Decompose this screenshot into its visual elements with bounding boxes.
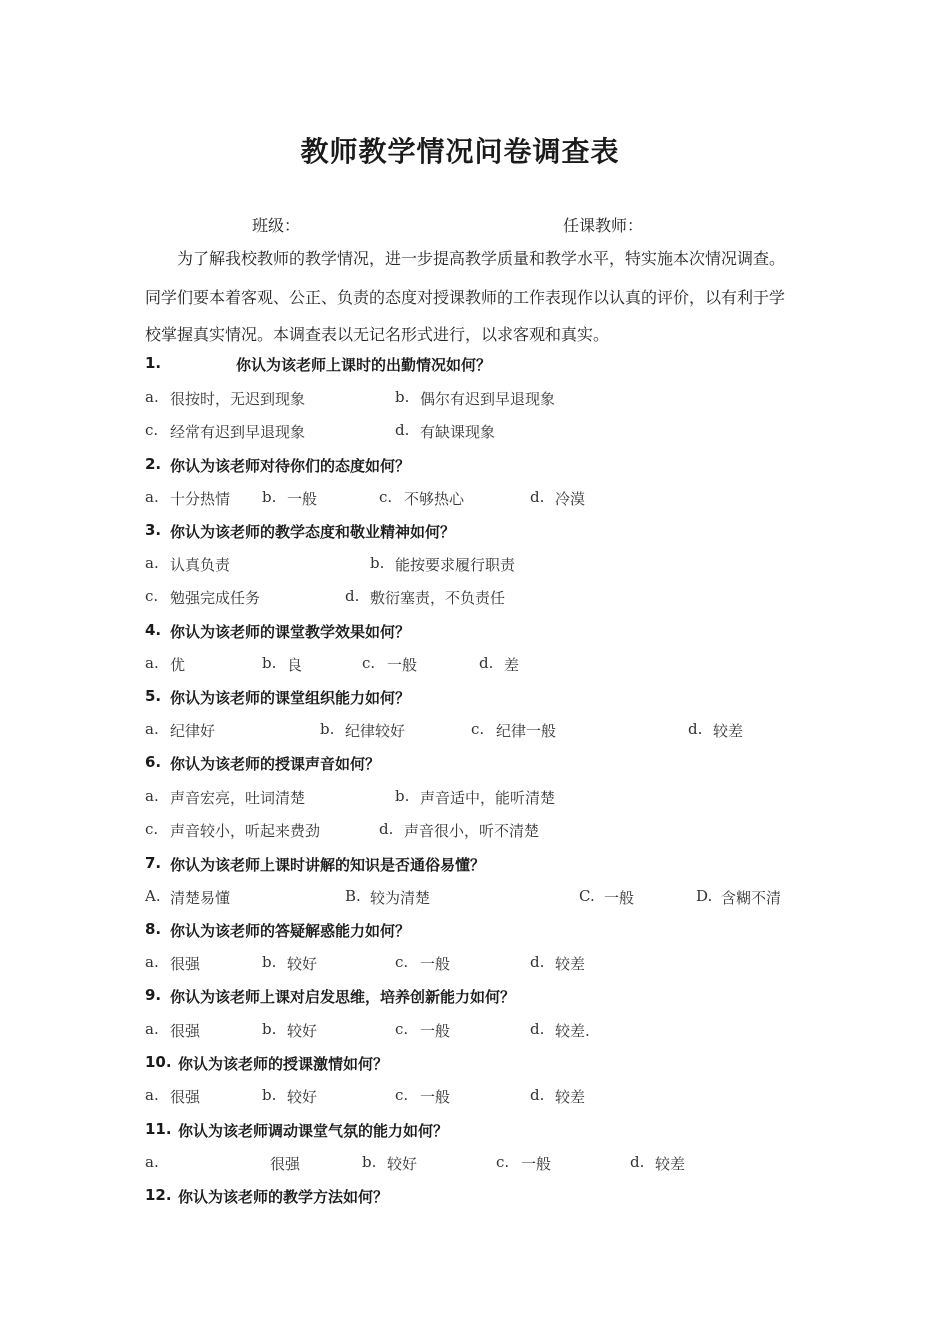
question-4-option-2-text: 良 (287, 656, 303, 674)
question-10-option-4-letter: d. (530, 1086, 545, 1104)
question-4-option-3-text: 一般 (387, 656, 418, 674)
question-2-option-3-text: 不够热心 (404, 490, 465, 508)
intro-line-3: 校掌握真实情况。本调查表以无记名形式进行，以求客观和真实。 (145, 325, 610, 344)
question-12-text: 你认为该老师的教学方法如何？ (178, 1188, 389, 1206)
question-9-option-3-text: 一般 (420, 1022, 451, 1040)
question-3-option-4-text: 敷衍塞责，不负责任 (370, 589, 506, 607)
question-8-option-3-text: 一般 (420, 955, 451, 973)
question-8-number: 8. (145, 920, 162, 938)
question-11-option-1-letter: a. (145, 1153, 159, 1171)
question-5-option-1-letter: a. (145, 720, 159, 738)
question-5-option-4-letter: d. (688, 720, 703, 738)
question-7-text: 你认为该老师上课时讲解的知识是否通俗易懂？ (170, 856, 486, 874)
question-3-option-2-text: 能按要求履行职责 (395, 556, 516, 574)
question-6-option-4-text: 声音很小，听不清楚 (404, 822, 540, 840)
intro-line-2: 同学们要本着客观、公正、负责的态度对授课教师的工作表现作以认真的评价，以有利于学 (145, 288, 786, 307)
question-7-option-1-text: 清楚易懂 (170, 889, 231, 907)
page-title: 教师教学情况问卷调查表 (300, 135, 620, 168)
question-2-text: 你认为该老师对待你们的态度如何？ (170, 457, 411, 475)
question-11-option-2-letter: b. (362, 1153, 377, 1171)
question-10-option-1-text: 很强 (170, 1088, 201, 1106)
question-9-option-3-letter: c. (395, 1020, 409, 1038)
question-6-option-1-letter: a. (145, 787, 159, 805)
question-4-number: 4. (145, 621, 162, 639)
question-1-option-1-text: 很按时，无迟到现象 (170, 390, 306, 408)
question-3-option-3-text: 勉强完成任务 (170, 589, 261, 607)
question-2-number: 2. (145, 455, 162, 473)
question-5-option-3-text: 纪律一般 (496, 722, 557, 740)
question-5-option-2-letter: b. (320, 720, 335, 738)
question-10-number: 10. (145, 1053, 172, 1071)
question-7-option-2-text: 较为清楚 (370, 889, 431, 907)
question-10-option-1-letter: a. (145, 1086, 159, 1104)
question-8-option-4-letter: d. (530, 953, 545, 971)
question-10-option-3-letter: c. (395, 1086, 409, 1104)
question-5-option-1-text: 纪律好 (170, 722, 216, 740)
question-7-option-1-letter: A. (145, 887, 161, 905)
question-10-option-2-letter: b. (262, 1086, 277, 1104)
question-6-option-2-letter: b. (395, 787, 410, 805)
question-2-option-3-letter: c. (379, 488, 393, 506)
question-1-option-3-text: 经常有迟到早退现象 (170, 423, 306, 441)
question-4-option-4-text: 差 (504, 656, 520, 674)
question-7-number: 7. (145, 854, 162, 872)
class-label: 班级： (252, 216, 301, 235)
question-7-option-3-letter: C. (579, 887, 595, 905)
question-7-option-2-letter: B. (345, 887, 361, 905)
question-7-option-4-letter: D. (696, 887, 713, 905)
question-9-option-1-letter: a. (145, 1020, 159, 1038)
question-6-option-1-text: 声音宏亮，吐词清楚 (170, 789, 306, 807)
question-8-text: 你认为该老师的答疑解惑能力如何？ (170, 922, 411, 940)
question-4-option-2-letter: b. (262, 654, 277, 672)
question-9-number: 9. (145, 986, 162, 1004)
question-9-option-4-letter: d. (530, 1020, 545, 1038)
question-3-option-3-letter: c. (145, 587, 159, 605)
question-5-text: 你认为该老师的课堂组织能力如何？ (170, 689, 411, 707)
question-2-option-4-letter: d. (530, 488, 545, 506)
question-3-option-1-text: 认真负责 (170, 556, 231, 574)
question-2-option-1-text: 十分热情 (170, 490, 231, 508)
question-4-option-4-letter: d. (479, 654, 494, 672)
question-10-text: 你认为该老师的授课激情如何？ (178, 1055, 389, 1073)
question-3-option-1-letter: a. (145, 554, 159, 572)
question-11-option-3-letter: c. (496, 1153, 510, 1171)
question-11-option-2-text: 较好 (387, 1155, 418, 1173)
question-4-text: 你认为该老师的课堂教学效果如何？ (170, 623, 411, 641)
question-11-option-4-letter: d. (630, 1153, 645, 1171)
question-4-option-1-text: 优 (170, 656, 186, 674)
question-11-option-4-text: 较差 (655, 1155, 686, 1173)
question-1-number: 1. (145, 354, 162, 372)
question-1-option-4-text: 有缺课现象 (420, 423, 496, 441)
question-9-option-2-letter: b. (262, 1020, 277, 1038)
question-10-option-3-text: 一般 (420, 1088, 451, 1106)
question-6-option-3-letter: c. (145, 820, 159, 838)
question-8-option-3-letter: c. (395, 953, 409, 971)
question-2-option-4-text: 冷漠 (555, 490, 586, 508)
question-6-number: 6. (145, 753, 162, 771)
question-7-option-4-text: 含糊不清 (721, 889, 782, 907)
question-1-option-3-letter: c. (145, 421, 159, 439)
question-1-option-2-text: 偶尔有迟到早退现象 (420, 390, 556, 408)
question-2-option-2-letter: b. (262, 488, 277, 506)
question-5-option-4-text: 较差 (713, 722, 744, 740)
question-9-option-2-text: 较好 (287, 1022, 318, 1040)
question-2-option-2-text: 一般 (287, 490, 318, 508)
question-4-option-1-letter: a. (145, 654, 159, 672)
question-1-option-2-letter: b. (395, 388, 410, 406)
question-10-option-4-text: 较差 (555, 1088, 586, 1106)
question-11-option-1-text: 很强 (270, 1155, 301, 1173)
question-1-option-1-letter: a. (145, 388, 159, 406)
question-9-option-4-text: 较差. (555, 1022, 590, 1040)
question-3-option-4-letter: d. (345, 587, 360, 605)
question-8-option-2-text: 较好 (287, 955, 318, 973)
question-1-text: 你认为该老师上课时的出勤情况如何？ (236, 356, 492, 374)
question-12-number: 12. (145, 1186, 172, 1204)
question-7-option-3-text: 一般 (604, 889, 635, 907)
question-11-text: 你认为该老师调动课堂气氛的能力如何？ (178, 1122, 449, 1140)
question-9-option-1-text: 很强 (170, 1022, 201, 1040)
intro-line-1: 为了解我校教师的教学情况，进一步提高教学质量和教学水平，特实施本次情况调查。 (177, 249, 786, 268)
question-6-option-2-text: 声音适中，能听清楚 (420, 789, 556, 807)
question-6-text: 你认为该老师的授课声音如何？ (170, 755, 381, 773)
question-8-option-1-letter: a. (145, 953, 159, 971)
question-6-option-3-text: 声音较小，听起来费劲 (170, 822, 321, 840)
question-5-option-2-text: 纪律较好 (345, 722, 406, 740)
question-3-text: 你认为该老师的教学态度和敬业精神如何？ (170, 523, 456, 541)
teacher-label: 任课教师： (563, 216, 644, 235)
question-11-number: 11. (145, 1120, 172, 1138)
question-3-option-2-letter: b. (370, 554, 385, 572)
question-10-option-2-text: 较好 (287, 1088, 318, 1106)
question-8-option-1-text: 很强 (170, 955, 201, 973)
question-1-option-4-letter: d. (395, 421, 410, 439)
question-3-number: 3. (145, 521, 162, 539)
question-5-number: 5. (145, 687, 162, 705)
question-8-option-2-letter: b. (262, 953, 277, 971)
question-6-option-4-letter: d. (379, 820, 394, 838)
question-5-option-3-letter: c. (471, 720, 485, 738)
question-4-option-3-letter: c. (362, 654, 376, 672)
question-11-option-3-text: 一般 (521, 1155, 552, 1173)
question-8-option-4-text: 较差 (555, 955, 586, 973)
question-9-text: 你认为该老师上课对启发思维，培养创新能力如何？ (170, 988, 516, 1006)
question-2-option-1-letter: a. (145, 488, 159, 506)
